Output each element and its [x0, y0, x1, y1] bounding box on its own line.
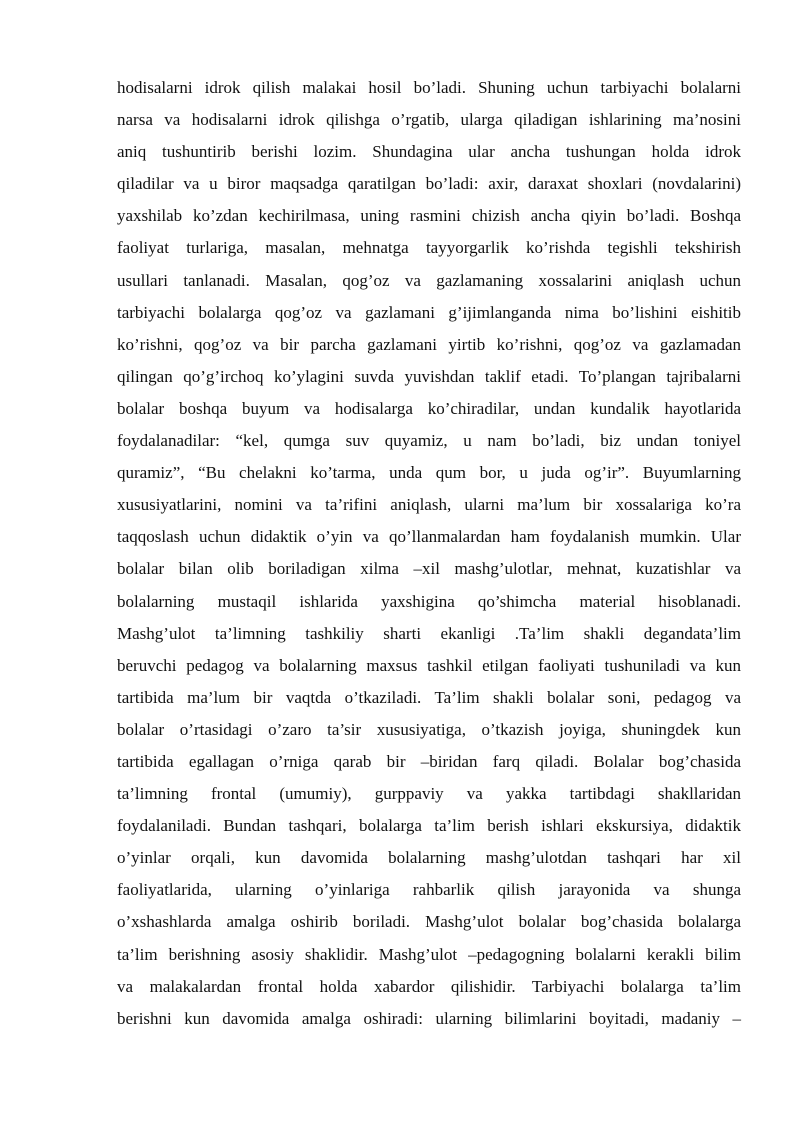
text-line: foydalanadilar: “kel, qumga suv quyamiz, u nam bo’ladi, biz undan toniyel [117, 431, 741, 451]
text-line: usullari tanlanadi. Masalan, qog’oz va gazlamaning xossalarini aniqlash uchun [117, 270, 741, 290]
text-line: bolalarning mustaqil ishlarida yaxshigina qo’shimcha material hisoblanadi. [117, 591, 741, 611]
text-line: beruvchi pedagog va bolalarning maxsus tashkil etilgan faoliyati tushuniladi va kun [117, 655, 741, 675]
text-line: Mashg’ulot ta’limning tashkiliy sharti ekanligi .Ta’lim shakli degandata’lim [117, 623, 741, 643]
text-line: xususiyatlarini, nomini va ta’rifini aniqlash, ularni ma’lum bir xossalariga ko’ra [117, 495, 741, 515]
text-line: berishni kun davomida amalga oshiradi: ularning bilimlarini boyitadi, madaniy – [117, 1008, 741, 1028]
text-line: bolalar bilan olib boriladigan xilma –xil mashg’ulotlar, mehnat, kuzatishlar va [117, 559, 741, 579]
text-line: foydalaniladi. Bundan tashqari, bolalarga ta’lim berish ishlari ekskursiya, didaktik [117, 816, 741, 836]
text-line: hodisalarni idrok qilish malakai hosil bo’ladi. Shuning uchun tarbiyachi bolalarni [117, 78, 741, 97]
text-line: va malakalardan frontal holda xabardor qilishidir. Tarbiyachi bolalarga ta’lim [117, 976, 741, 996]
text-line: aniq tushuntirib berishi lozim. Shundagina ular ancha tushungan holda idrok [117, 142, 741, 162]
text-line: qiladilar va u biror maqsadga qaratilgan bo’ladi: axir, daraxat shoxlari (novdalarini) [117, 174, 741, 194]
text-line: ta’lim berishning asosiy shaklidir. Mashg’ulot –pedagogning bolalarni kerakli bilim [117, 944, 741, 964]
text-line: ta’limning frontal (umumiy), gurppaviy va yakka tartibdagi shakllaridan [117, 784, 741, 804]
text-line: bolalar o’rtasidagi o’zaro ta’sir xususiyatiga, o’tkazish joyiga, shuningdek kun [117, 719, 741, 739]
text-line: tarbiyachi bolalarga qog’oz va gazlamani g’ijimlanganda nima bo’lishini eishitib [117, 302, 741, 322]
text-line: o’xshashlarda amalga oshirib boriladi. Mashg’ulot bolalar bog’chasida bolalarga [117, 912, 741, 932]
text-line: faoliyatlarida, ularning o’yinlariga rahbarlik qilish jarayonida va shunga [117, 880, 741, 900]
text-line: tartibida ma’lum bir vaqtda o’tkaziladi. Ta’lim shakli bolalar soni, pedagog va [117, 687, 741, 707]
text-line: o’yinlar orqali, kun davomida bolalarning mashg’ulotdan tashqari har xil [117, 848, 741, 868]
text-line: bolalar boshqa buyum va hodisalarga ko’chiradilar, undan kundalik hayotlarida [117, 398, 741, 418]
text-line: taqqoslash uchun didaktik o’yin va qo’llanmalardan ham foydalanish mumkin. Ular [117, 527, 741, 547]
text-line: yaxshilab ko’zdan kechirilmasa, uning rasmini chizish ancha qiyin bo’ladi. Boshqa [117, 206, 741, 226]
text-line: ko’rishni, qog’oz va bir parcha gazlamani yirtib ko’rishni, qog’oz va gazlamadan [117, 334, 741, 354]
body-text [117, 72, 741, 1035]
text-line: tartibida egallagan o’rniga qarab bir –biridan farq qiladi. Bolalar bog’chasida [117, 751, 741, 771]
text-line: quramiz”, “Bu chelakni ko’tarma, unda qum bor, u juda og’ir”. Buyumlarning [117, 463, 741, 483]
text-line: qilingan qo’g’irchoq ko’ylagini suvda yuvishdan taklif etadi. To’plangan tajribalarni [117, 366, 741, 386]
text-line: faoliyat turlariga, masalan, mehnatga tayyorgarlik ko’rishda tegishli tekshirish [117, 238, 741, 258]
text-line: narsa va hodisalarni idrok qilishga o’rgatib, ularga qiladigan ishlarining ma’nosini [117, 110, 741, 130]
